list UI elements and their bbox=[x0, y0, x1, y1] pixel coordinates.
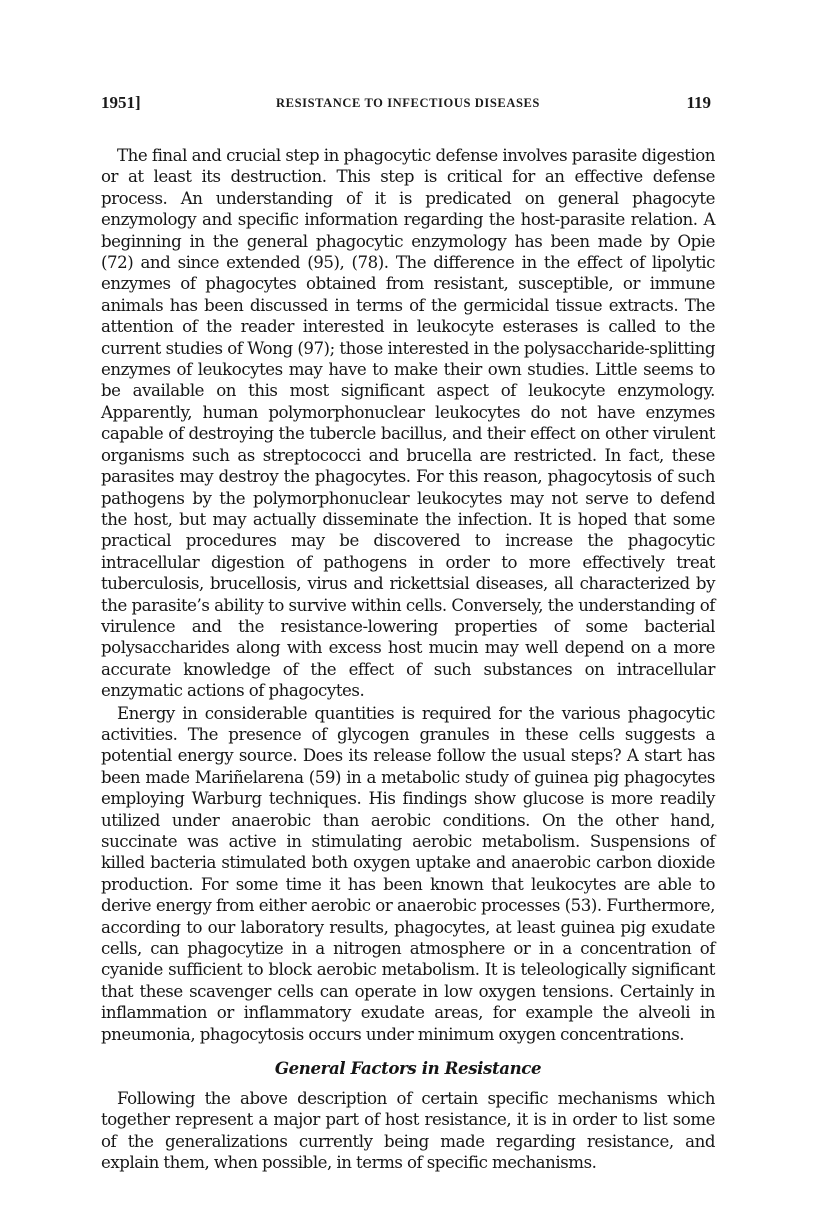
journal-page bbox=[101, 93, 715, 1174]
paragraph-phagocyte-energy: Energy in considerable quantities is required for the various phagocytic activities. The presence of glycogen granules in these cells suggests a potential energy source. Does its release follow the usual steps? A start has been made Mariñelarena (59) in a metabolic study of guinea pig phagocytes employing Warburg techniques. His findings show glucose is more readily utilized under anaerobic than aerobic conditions. On the other hand, succinate was active in stimulating aerobic metabolism. Suspensions of killed bacteria stimulated both oxygen uptake and anaerobic carbon dioxide production. For some time it has been known that leukocytes are able to derive energy from either aerobic or anaerobic processes (53). Furthermore, according to our laboratory results, phagocytes, at least guinea pig exudate cells, can phagocytize in a nitrogen atmosphere or in a concentration of cyanide sufficient to block aerobic metabolism. It is teleologically significant that these scavenger cells can operate in low oxygen tensions. Certainly in inflammation or inflammatory exudate areas, for example the alveoli in pneumonia, phagocytosis occurs under minimum oxygen concentrations. bbox=[101, 703, 715, 1044]
section-heading: General Factors in Resistance bbox=[274, 1058, 542, 1079]
paragraph-general-factors: Following the above description of certain specific mechanisms which together represent a major part of host resistance, it is in order to list some of the generalizations currently being made regarding resistance, and explain them, when possible, in terms of specific mechanisms. bbox=[101, 1089, 715, 1173]
paragraph-phagocytic-digestion: The final and crucial step in phagocytic defense involves parasite digestion or at least its destruction. This step is critical for an effective defense process. An understanding of it is predicated on general phagocyte enzymology and specific information regarding the host-parasite relation. A beginning in the general phagocytic enzymology has been made by Opie (72) and since extended (95), (78). The difference in the effect of lipolytic enzymes of phagocytes obtained from resistant, susceptible, or immune animals has been discussed in terms of the germicidal tissue extracts. The attention of the reader interested in leukocyte esterases is called to the current studies of Wong (97); those interested in the polysaccharide-splitting enzymes of leukocytes may have to make their own studies. Little seems to be available on this most significant aspect of leukocyte enzymology. Apparently, human polymorphonuclear leukocytes do not have enzymes capable of destroying the tubercle bacillus, and their effect on other virulent organisms such as streptococci and brucella are restricted. In fact, these parasites may destroy the phagocytes. For this reason, phagocytosis of such pathogens by the polymorphonuclear leukocytes may not serve to defend the host, but may actually disseminate the infection. It is hoped that some practical procedures may be discovered to increase the phagocytic intracellular digestion of pathogens in order to more effectively treat tuberculosis, brucellosis, virus and rickettsial diseases, all characterized by the parasite’s ability to survive within cells. Conversely, the understanding of virulence and the resistance-lowering properties of some bacterial polysaccharides along with excess host mucin may well depend on a more accurate knowledge of the effect of such substances on intracellular enzymatic actions of phagocytes. bbox=[101, 146, 715, 701]
article-body bbox=[101, 145, 715, 1174]
running-header bbox=[101, 93, 715, 115]
page-number: 119 bbox=[686, 93, 711, 112]
header-title: RESISTANCE TO INFECTIOUS DISEASES bbox=[276, 96, 540, 110]
header-year: 1951] bbox=[101, 93, 141, 112]
